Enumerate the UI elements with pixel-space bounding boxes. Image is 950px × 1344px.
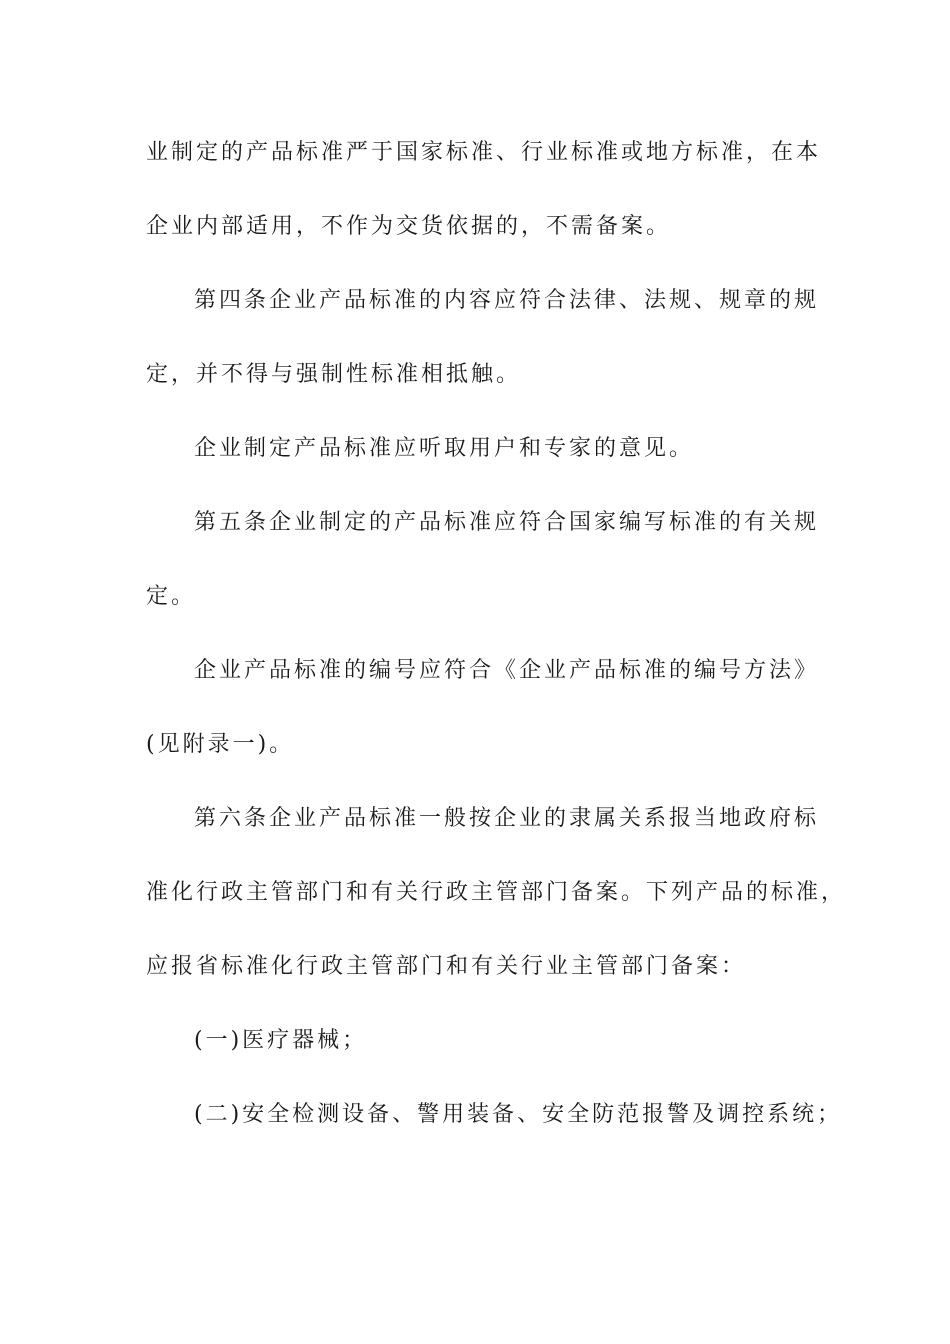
text-line: (见附录一)。 <box>146 732 295 757</box>
article-5-paragraph: 第五条企业制定的产品标准应符合国家编写标准的有关规 <box>194 510 820 535</box>
document-body <box>146 127 847 1163</box>
paragraph: 企业产品标准的编号应符合《企业产品标准的编号方法》 <box>194 658 820 683</box>
list-item: (一)医疗器械； <box>194 1028 368 1053</box>
article-6-paragraph: 第六条企业产品标准一般按企业的隶属关系报当地政府标 <box>194 806 820 831</box>
text-line: 应报省标准化行政主管部门和有关行业主管部门备案： <box>146 954 747 979</box>
text-line: 企业内部适用，不作为交货依据的，不需备案。 <box>146 214 672 239</box>
text-line: 定。 <box>146 584 197 609</box>
list-item: (二)安全检测设备、警用装备、安全防范报警及调控系统； <box>194 1102 843 1127</box>
paragraph: 企业制定产品标准应听取用户和专家的意见。 <box>194 436 695 461</box>
text-line: 定，并不得与强制性标准相抵触。 <box>146 362 522 387</box>
text-line: 准化行政主管部门和有关行政主管部门备案。下列产品的标准， <box>146 880 847 905</box>
text-line: 业制定的产品标准严于国家标准、行业标准或地方标准，在本 <box>146 140 822 165</box>
article-4-paragraph: 第四条企业产品标准的内容应符合法律、法规、规章的规 <box>194 288 820 313</box>
